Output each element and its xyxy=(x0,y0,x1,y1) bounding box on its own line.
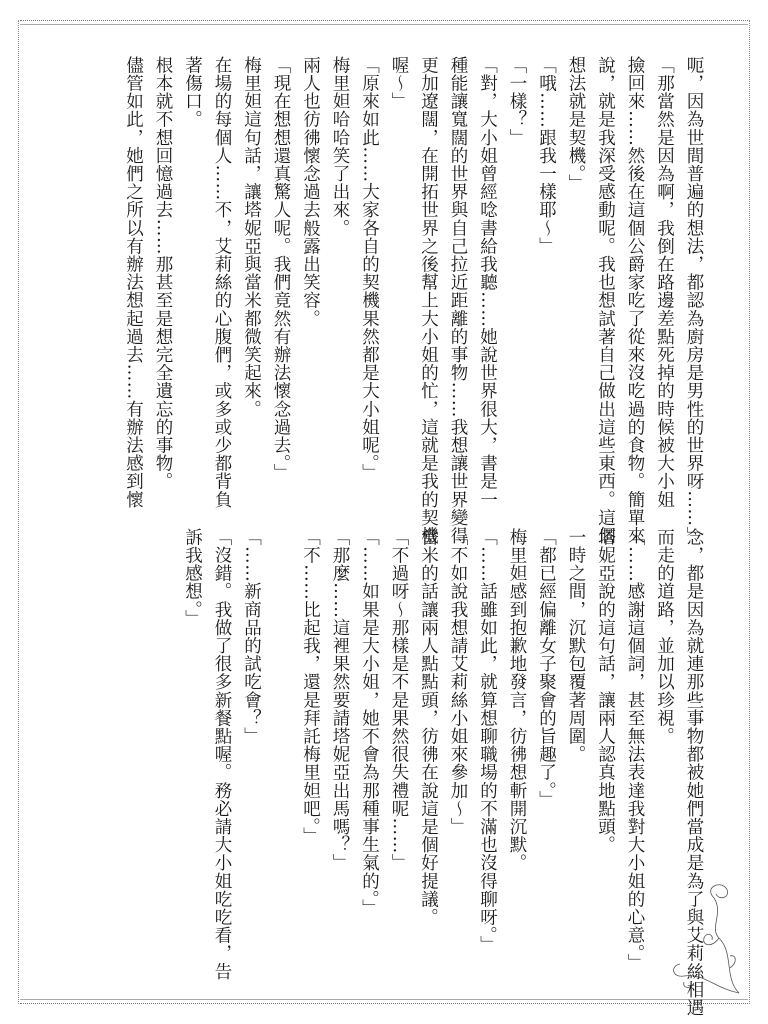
text-line: 「原來如此……大家各自的契機果然都是大小姐呢。」 xyxy=(359,56,380,482)
text-line: 「沒錯。我做了很多新餐點喔。務必請大小姐吃吃看，告 xyxy=(212,528,232,981)
text-line: 「不如說我想請艾莉絲小姐來參加～」 xyxy=(448,528,468,836)
text-line: 訴我感想。」 xyxy=(182,528,203,628)
text-line: 梅里妲這句話，讓塔妮亞與當米都微笑起來。 xyxy=(241,56,262,418)
text-line: 「……話雖如此，就算想聊職場的不滿也沒得聊呀。」 xyxy=(477,528,498,954)
text-line: 「……如果是大小姐，她不會為那種事生氣的。」 xyxy=(359,528,380,918)
text-line: 梅里妲感到抱歉地發言，彷彿想斬開沉默。 xyxy=(507,528,527,872)
top-border-rule xyxy=(20,20,748,25)
text-line: 而走的道路，並加以珍視。 xyxy=(654,528,675,746)
text-line: 種能讓寬闊的世界與自己拉近距離的事物……我想讓世界變得 xyxy=(448,56,468,545)
text-line: 當米的話讓兩人點點頭，彷彿在說這是個好提議。 xyxy=(418,528,439,927)
text-line: 根本就不想回憶過去……那甚至是想完全遺忘的事物。 xyxy=(153,56,173,491)
text-line: 「一樣？」 xyxy=(507,56,527,147)
text-line: 「……感謝這個詞，甚至無法表達我對大小姐的心意。」 xyxy=(625,528,645,972)
text-line: 塔妮亞說的這句話，讓兩人認真地點頭。 xyxy=(595,528,616,854)
text-line: 呃，因為世間普遍的想法，都認為廚房是男性的世界呀……」 xyxy=(684,56,704,545)
blank-line xyxy=(266,528,296,968)
upper-text-block xyxy=(118,56,708,545)
text-line: 「都已經偏離女子聚會的旨趣了。」 xyxy=(536,528,557,809)
text-line: 「對，大小姐曾經唸書給我聽……她說世界很大，書是一 xyxy=(477,56,498,509)
text-line: 更加遼闊，在開拓世界之後幫上大小姐的忙，這就是我的契機 xyxy=(418,56,439,545)
text-line: 兩人也彷彿懷念過去般露出笑容。 xyxy=(300,56,321,328)
text-line: 想法就是契機。」 xyxy=(566,56,586,193)
bottom-border-rule xyxy=(20,999,748,1004)
text-line: 「哦……跟我一樣耶～」 xyxy=(536,56,557,256)
left-border-rule xyxy=(18,20,19,1004)
text-line: 一時之間，沉默包覆著周圍。 xyxy=(566,528,586,764)
text-line: 在場的每個人……不，艾莉絲的心腹們，或多或少都背負 xyxy=(212,56,232,509)
text-line: 儘管如此，她們之所以有辦法想起過去……有辦法感到懷 xyxy=(123,56,144,509)
text-line: 「不……比起我，還是拜託梅里妲吧。」 xyxy=(300,528,321,846)
text-line: 「現在想想還真驚人呢。我們竟然有辦法懷念過去。」 xyxy=(271,56,291,482)
text-line: 念，都是因為就連那些事物都被她們當成是為了與艾莉絲相遇 xyxy=(684,528,704,1017)
text-line: 「不過呀～那樣是不是果然很失禮呢……」 xyxy=(389,528,409,872)
text-line: 「那麼……這裡果然要請塔妮亞出馬嗎？」 xyxy=(330,528,350,872)
lower-text-block xyxy=(177,528,708,1017)
text-line: 喔～」 xyxy=(389,56,409,111)
right-border-rule xyxy=(749,20,750,1004)
text-line: 「那當然是因為啊，我倒在路邊差點死掉的時候被大小姐 xyxy=(654,56,675,509)
text-line: 說，就是我深受感動呢。我也想試著自己做出這些東西。這個 xyxy=(595,56,616,545)
text-line: 著傷口。 xyxy=(182,56,203,129)
text-line: 「……新商品的試吃會？」 xyxy=(241,528,262,746)
text-line: 撿回來……然後在這個公爵家吃了從來沒吃過的食物。簡單來 xyxy=(625,56,645,545)
text-line: 梅里妲哈哈笑了出來。 xyxy=(330,56,350,237)
